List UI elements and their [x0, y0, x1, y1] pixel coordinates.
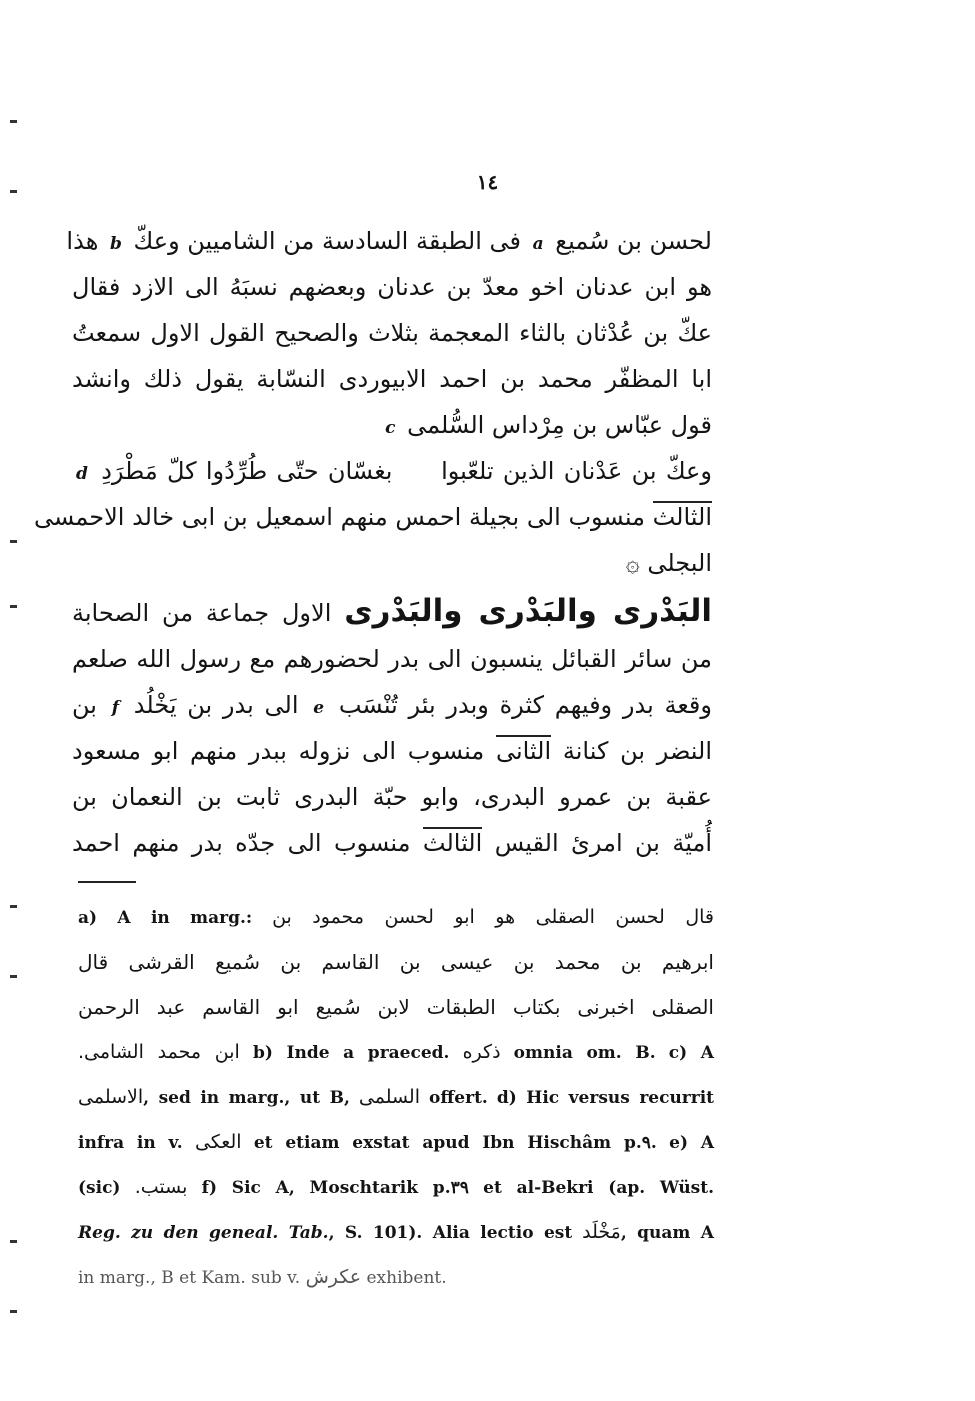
arabic-fragment: ابن محمد الشامى.	[78, 1041, 240, 1063]
arabic-fragment: عكرش	[305, 1266, 362, 1288]
footnote-text: , quam A	[620, 1223, 714, 1243]
text-line	[72, 682, 712, 728]
line-fragment: ابا المظفّر محمد بن احمد الابيوردى النسّابة يقول ذلك وانشد	[72, 365, 712, 393]
arabic-fragment: العكى	[194, 1131, 242, 1153]
entry-title: البَدْرى والبَدْرى والبَدْرى	[344, 593, 712, 629]
footnote-marker: f	[111, 698, 120, 718]
footnote-marker: c	[385, 418, 396, 438]
line-fragment: وقعة بدر وفيهم كثرة وبدر بئر تُنْسَب	[338, 691, 712, 719]
scan-speck	[10, 1240, 17, 1243]
arabic-fragment: قال لحسن الصقلى هو ابو لحسن محمود بن	[272, 906, 715, 928]
text-line	[72, 264, 712, 310]
footnote-separator	[78, 881, 136, 883]
footnotes	[78, 895, 714, 1300]
footnote-text: exhibent.	[366, 1268, 447, 1288]
footnote-marker: b	[109, 234, 122, 254]
scan-speck	[10, 905, 17, 908]
footnote-text: (sic)	[78, 1178, 121, 1198]
line-fragment: منسوب الى بجيلة احمس منهم اسمعيل بن ابى خالد الاحمسى	[33, 503, 645, 531]
arabic-fragment: بستب.	[134, 1176, 188, 1198]
footnote-text: Reg. zu den geneal. Tab.	[78, 1223, 329, 1243]
scan-speck	[10, 540, 17, 543]
footnote-text: offert.	[429, 1088, 488, 1108]
footnote-text: b) Inde a praeced.	[252, 1043, 450, 1063]
scan-speck	[10, 120, 17, 123]
line-fragment: الى بدر بن يَخْلُد	[133, 691, 299, 719]
text-line	[72, 728, 712, 774]
page-reference: ٣٩	[450, 1178, 469, 1198]
scan-speck	[10, 975, 17, 978]
text-line	[66, 218, 712, 264]
line-fragment: الاول جماعة من الصحابة	[72, 599, 332, 627]
footnote-text: et etiam exstat apud Ibn Hischâm p.	[253, 1133, 642, 1153]
footnote-text: in marg., B et Kam. sub v.	[78, 1268, 301, 1288]
line-fragment: منسوب الى نزوله ببدر منهم ابو مسعود	[72, 737, 485, 765]
footnote-text: , S. 101). Alia lectio est	[328, 1223, 573, 1243]
line-fragment: أُميّة بن امرئ القيس	[494, 829, 712, 857]
arabic-fragment: مَخْلَد	[582, 1221, 621, 1243]
line-fragment: منسوب الى جدّه بدر منهم احمد	[72, 829, 411, 857]
footnote-marker: d	[76, 464, 88, 484]
line-fragment: هو ابن عدنان اخو معدّ بن عدنان وبعضهم نسبَهُ الى الازد فقال	[72, 273, 712, 301]
text-line	[72, 636, 712, 682]
main-arabic-text	[33, 218, 712, 866]
line-fragment: قول عبّاس بن مِرْداس السُّلمى	[407, 411, 712, 439]
page-reference: ٩	[641, 1133, 651, 1153]
footnote-line	[78, 985, 714, 1030]
footnote-text: , sed in marg., ut B,	[143, 1088, 350, 1108]
overlined-word: الثانى	[495, 737, 552, 765]
line-fragment: البجلى ۞	[625, 549, 712, 577]
line-fragment: النضر بن كنانة	[562, 737, 712, 765]
arabic-fragment: ابرهيم بن محمد بن عيسى بن القاسم بن سُميع القرشى قال	[78, 950, 714, 974]
line-fragment: عقبة بن عمرو البدرى، وابو حبّة البدرى ثابت بن النعمان بن	[72, 783, 712, 811]
footnote-line	[78, 1210, 714, 1255]
footnote-line	[78, 1165, 714, 1210]
footnote-label: e) A	[669, 1133, 715, 1153]
footnote-line	[78, 1075, 714, 1120]
footnote-label: d) Hic versus recurrit	[496, 1088, 715, 1108]
verse-hemistich: بغسّان حتّى طُرِّدُوا كلّ مَطْرَدِ	[101, 457, 393, 485]
footnote-line	[78, 940, 714, 985]
text-line	[72, 540, 712, 586]
arabic-fragment: ذكره	[462, 1041, 501, 1063]
arabic-fragment: الاسلمى	[78, 1086, 144, 1108]
footnote-text: et al-Bekri (ap. Wüst.	[483, 1178, 715, 1198]
scan-speck	[10, 605, 17, 608]
page-number: ١٤	[476, 170, 499, 194]
text-line	[33, 494, 712, 540]
overlined-word: الثالث	[422, 829, 483, 857]
footnote-marker: e	[313, 698, 325, 718]
line-fragment: هذا	[66, 227, 99, 255]
footnote-text: .	[650, 1133, 657, 1153]
text-line	[72, 356, 712, 402]
scan-speck	[10, 1310, 17, 1313]
footnote-line	[78, 895, 714, 940]
text-line	[72, 820, 712, 866]
footnote-text: infra in v.	[78, 1133, 183, 1153]
line-fragment: لحسن بن سُميع	[555, 227, 712, 255]
footnote-line	[78, 1120, 714, 1165]
footnote-label: c) A	[668, 1043, 714, 1063]
arabic-fragment: السلمى	[358, 1086, 421, 1108]
arabic-fragment: الصقلى اخبرنى بكتاب الطبقات لابن سُميع ابو القاسم عبد الرحمن	[78, 995, 714, 1019]
line-fragment: فى الطبقة السادسة من الشاميين وعكّ	[133, 227, 521, 255]
line-fragment: من سائر القبائل ينسبون الى بدر لحضورهم مع رسول الله صلعم	[72, 645, 712, 673]
overlined-word: الثالث	[652, 503, 712, 531]
verse-hemistich: وعكّ بن عَدْنان الذين تلعّبوا	[441, 457, 712, 485]
line-fragment: عكّ بن عُدْثان بالثاء المعجمة بثلاث والصحيح القول الاول سمعتُ	[72, 319, 712, 347]
footnote-label: a) A in marg.:	[78, 908, 253, 928]
line-fragment: بن	[72, 691, 97, 719]
footnote-text: f) Sic A, Moschtarik p.	[201, 1178, 451, 1198]
text-line	[72, 774, 712, 820]
text-line	[72, 402, 712, 448]
verse-line	[72, 448, 712, 494]
text-line	[72, 310, 712, 356]
footnote-line	[78, 1255, 714, 1300]
entry-heading-line	[72, 586, 712, 636]
footnote-line	[78, 1030, 714, 1075]
footnote-text: omnia om. B.	[513, 1043, 656, 1063]
footnote-marker: a	[532, 234, 544, 254]
